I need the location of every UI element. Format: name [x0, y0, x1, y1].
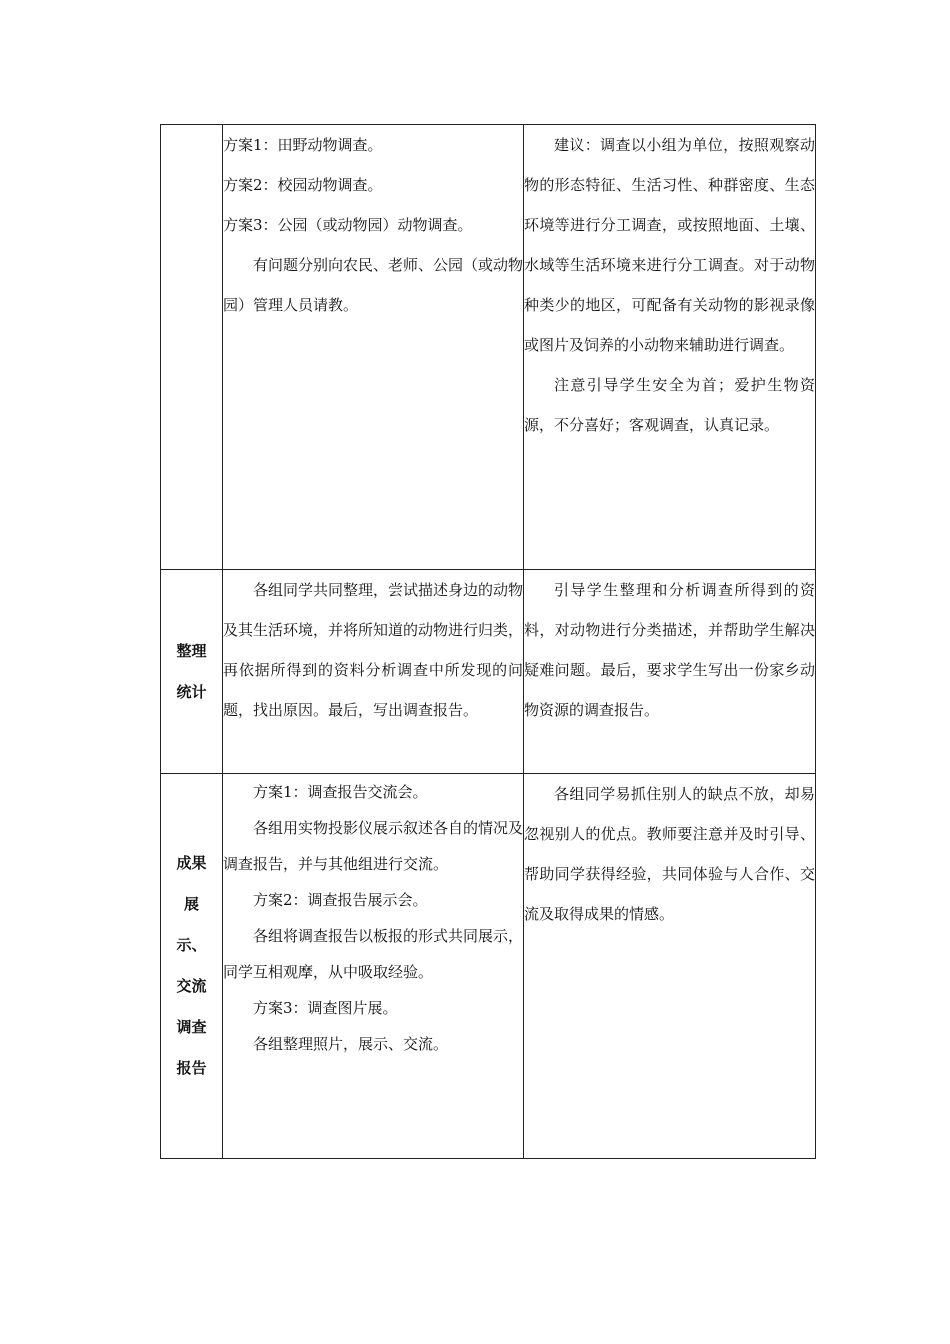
stage-cell — [161, 774, 223, 1159]
activity-text: 方案1：田野动物调查。 — [223, 136, 383, 154]
activity-text: 各组同学共同整理，尝试描述身边的动物及其生活环境，并将所知道的动物进行归类，再依据所得到的资料分析调查中所发现的问题，找出原因。最后，写出调查报告。 — [223, 581, 524, 719]
activities-cell — [223, 774, 524, 1159]
stage-label: 调查 — [176, 1018, 207, 1036]
stage-label: 报告 — [176, 1059, 207, 1077]
activities-cell — [223, 125, 524, 570]
guidance-cell — [524, 125, 816, 570]
stage-label: 示、 — [176, 936, 207, 954]
guidance-text: 建议：调查以小组为单位，按照观察动物的形态特征、生活习性、种群密度、生态环境等进行分工调查，或按照地面、土壤、水域等生活环境来进行分工调查。对于动物种类少的地区，可配备有关动物的影视录像或图片及饲养的小动物来辅助进行调查。 — [524, 136, 815, 354]
stage-cell — [161, 570, 223, 774]
activity-text: 有问题分别向农民、老师、公园（或动物园）管理人员请教。 — [223, 256, 524, 314]
stage-cell-empty — [161, 125, 223, 570]
stage-label: 统计 — [176, 682, 207, 701]
activities-cell — [223, 570, 524, 774]
lesson-plan-table — [160, 124, 816, 1159]
guidance-text: 引导学生整理和分析调查所得到的资料，对动物进行分类描述，并帮助学生解决疑难问题。最后，要求学生写出一份家乡动物资源的调查报告。 — [524, 581, 815, 719]
guidance-cell — [524, 570, 816, 774]
guidance-text: 注意引导学生安全为首；爱护生物资源，不分喜好；客观调查，认真记录。 — [524, 376, 815, 434]
stage-label: 成果 — [176, 854, 207, 872]
activity-text: 方案1：调查报告交流会。 — [253, 783, 428, 801]
activity-text: 各组用实物投影仪展示叙述各自的情况及调查报告，并与其他组进行交流。 — [223, 819, 524, 873]
guidance-cell — [524, 774, 816, 1159]
activity-text: 方案2：调查报告展示会。 — [253, 891, 428, 909]
table-row-survey — [161, 125, 816, 570]
guidance-text: 各组同学易抓住别人的缺点不放，却易忽视别人的优点。教师要注意并及时引导、帮助同学获得经验，共同体验与人合作、交流及取得成果的情感。 — [524, 785, 815, 923]
stage-label: 交流 — [176, 977, 207, 995]
stage-label: 展 — [183, 895, 199, 913]
activity-text: 各组将调查报告以板报的形式共同展示，同学互相观摩，从中吸取经验。 — [223, 927, 524, 981]
activity-text: 方案2：校园动物调查。 — [223, 176, 383, 194]
activity-text: 方案3：公园（或动物园）动物调查。 — [223, 216, 473, 234]
activity-text: 各组整理照片，展示、交流。 — [253, 1035, 449, 1053]
activity-text: 方案3：调查图片展。 — [253, 999, 398, 1017]
stage-label: 整理 — [176, 641, 207, 660]
table-row-organize — [161, 570, 816, 774]
table-row-results — [161, 774, 816, 1159]
